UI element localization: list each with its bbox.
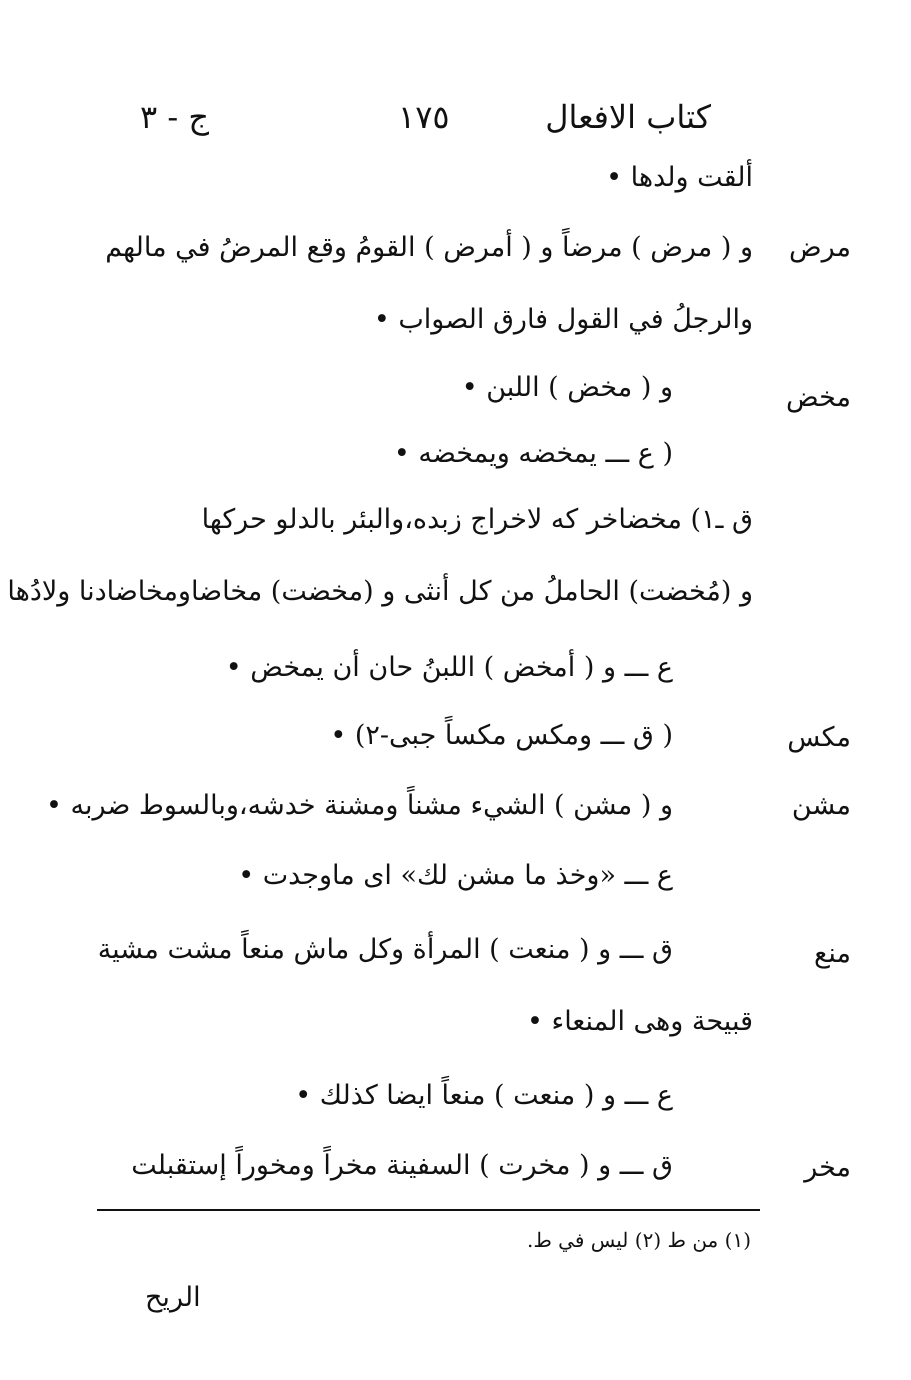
page-number: ١٧٥	[398, 98, 450, 136]
text-line: ألقت ولدها •	[606, 162, 753, 193]
text-line: ق ـ١) مخضاخر كه لاخراج زبده،والبئر بالدلو حركها	[201, 504, 753, 535]
volume-number: ج - ٣	[140, 98, 209, 136]
book-title: كتاب الافعال	[545, 98, 711, 136]
headword-makas: مكس	[787, 722, 851, 753]
text-line: ق ـــ و ( منعت ) المرأة وكل ماش منعاً مشت مشية	[97, 934, 673, 965]
text-line: والرجلُ في القول فارق الصواب •	[373, 304, 753, 335]
headword-mashan: مشن	[791, 790, 851, 821]
text-line: ( ق ـــ ومكس مكساً جبى-٢) •	[330, 720, 673, 751]
text-line: ع ـــ و ( منعت ) منعاً ايضا كذلك •	[295, 1080, 673, 1111]
headword-manaa: منع	[814, 938, 851, 969]
footnote: (١) من ط (٢) ليس في ط.	[526, 1228, 751, 1252]
catchword: الريح	[145, 1282, 201, 1313]
text-line: قبيحة وهى المنعاء •	[527, 1006, 753, 1037]
text-line: ع ـــ و ( أمخض ) اللبنُ حان أن يمخض •	[225, 652, 673, 683]
headword-makhad: مخض	[786, 382, 851, 413]
headword-marad: مرض	[788, 232, 851, 263]
text-line: ق ـــ و ( مخرت ) السفينة مخراً ومخوراً إستقبلت	[131, 1150, 673, 1181]
text-line: ( ع ـــ يمخضه ويمخضه •	[393, 438, 673, 469]
text-line: و (مُخضت) الحاملُ من كل أنثى و (مخضت) مخاضاومخاضادنا ولادُها	[7, 576, 753, 607]
text-line: و ( مخض ) اللبن •	[461, 372, 673, 403]
text-line: و ( مرض ) مرضاً و ( أمرض ) القومُ وقع المرضُ في مالهم	[105, 232, 753, 263]
headword-makhar: مخر	[804, 1152, 851, 1183]
footnote-rule	[97, 1209, 760, 1211]
text-line: و ( مشن ) الشيء مشناً ومشنة خدشه،وبالسوط ضربه •	[45, 790, 673, 821]
text-line: ع ـــ «وخذ ما مشن لك» اى ماوجدت •	[238, 860, 673, 891]
